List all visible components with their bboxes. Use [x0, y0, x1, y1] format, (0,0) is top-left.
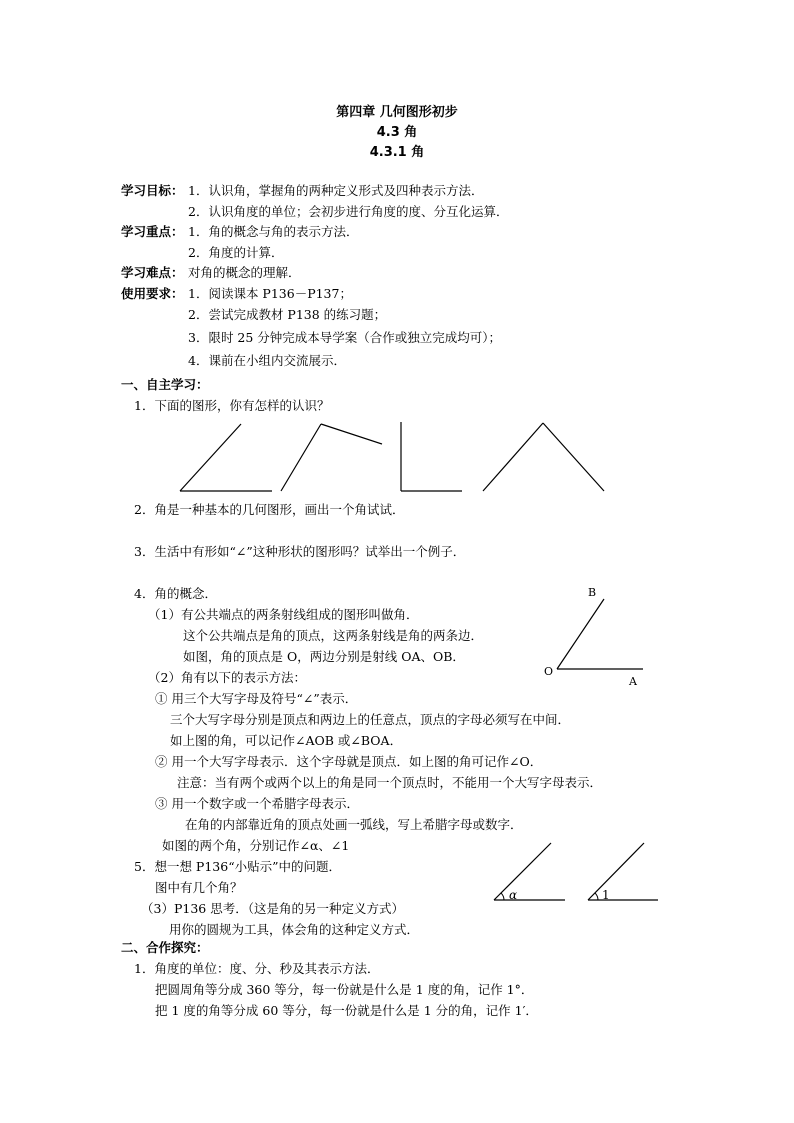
method-3b: 如图的两个角，分别记作∠α、∠1	[162, 838, 350, 853]
alpha-ray-b	[494, 843, 551, 900]
ray-ob	[557, 599, 604, 669]
part1-q5-3a: 用你的圆规为工具，体会角的这种定义方式．	[169, 922, 420, 937]
method-1a: 三个大写字母分别是顶点和两边上的任意点，顶点的字母必须写在中间．	[170, 712, 571, 727]
requirements-item-2: 2．尝试完成教材 P138 的练习题；	[188, 307, 387, 322]
method-1b: 如上图的角，可以记作∠AOB 或∠BOA．	[170, 733, 403, 748]
requirements-item-4: 4．课前在小组内交流展示．	[188, 353, 346, 368]
part1-q5a: 图中有几个角？	[155, 880, 243, 895]
label-b: B	[588, 586, 597, 599]
shapes-figure	[0, 416, 794, 506]
method-2a: 注意：当有两个或两个以上的角是同一个顶点时，不能用一个大写字母表示．	[177, 775, 603, 790]
shape-2-ray-b	[321, 424, 382, 444]
part2-q1: 1．角度的单位：度、分、秒及其表示方法．	[134, 961, 380, 976]
goals-item-2: 2．认识角度的单位；会初步进行角度的度、分互化运算．	[188, 204, 509, 219]
part2-q1a: 把圆周角等分成 360 等分，每一份就是什么是 1 度的角，记作 1°．	[155, 982, 534, 997]
label-one: 1	[602, 888, 610, 902]
method-3a: 在角的内部靠近角的顶点处画一弧线，写上希腊字母或数字．	[185, 817, 523, 832]
difficulty-text: 对角的概念的理解．	[188, 265, 301, 280]
keypoints-item-1: 1．角的概念与角的表示方法．	[188, 224, 359, 239]
part2-heading: 二、合作探究：	[121, 940, 209, 955]
part1-q5: 5．想一想 P136“小贴示”中的问题．	[134, 859, 341, 874]
method-2: ② 用一个大写字母表示．这个字母就是顶点．如上图的角可记作∠O．	[155, 754, 543, 769]
keypoints-label: 学习重点：	[121, 224, 184, 239]
label-a: A	[629, 675, 637, 688]
part1-heading: 一、自主学习：	[121, 377, 209, 392]
keypoints-item-2: 2．角度的计算．	[188, 245, 284, 260]
part1-q3: 3．生活中有形如“∠”这种形状的图形吗？试举出一个例子．	[134, 544, 466, 559]
requirements-item-1: 1．阅读课本 P136－P137；	[188, 286, 352, 301]
method-3: ③ 用一个数字或一个希腊字母表示．	[155, 796, 359, 811]
shape-1-ray-b	[180, 424, 241, 491]
section-title: 4.3 角	[376, 125, 418, 140]
angle-aob-figure	[540, 585, 660, 688]
angle-alpha-figure	[490, 840, 570, 905]
part1-q1: 1．下面的图形，你有怎样的认识？	[134, 398, 330, 413]
part1-q4-1b: 如图，角的顶点是 O，两边分别是射线 OA、OB．	[183, 649, 465, 664]
requirements-item-3: 3．限时 25 分钟完成本导学案（合作或独立完成均可）；	[188, 330, 502, 345]
subsection-title: 4.3.1 角	[369, 145, 425, 160]
difficulty-label: 学习难点：	[121, 265, 184, 280]
part1-q4-1: （1）有公共端点的两条射线组成的图形叫做角．	[148, 607, 419, 622]
label-o: O	[544, 665, 554, 678]
label-alpha: α	[509, 888, 518, 902]
part1-q4-2: （2）角有以下的表示方法：	[148, 670, 306, 685]
shape-2-ray-a	[281, 424, 321, 491]
one-arc	[595, 893, 598, 900]
requirements-label: 使用要求：	[121, 286, 184, 301]
method-1: ① 用三个大写字母及符号“∠”表示．	[155, 691, 358, 706]
goals-label: 学习目标：	[121, 183, 184, 198]
one-ray-b	[588, 843, 644, 900]
chapter-title: 第四章 几何图形初步	[336, 105, 458, 120]
part2-q1b: 把 1 度的角等分成 60 等分，每一份就是什么是 1 分的角，记作 1′．	[155, 1003, 538, 1018]
shape-4-ray-b	[543, 423, 604, 491]
shape-4-ray-a	[483, 423, 543, 491]
alpha-arc	[501, 893, 504, 900]
angle-one-figure	[585, 840, 665, 905]
part1-q4-1a: 这个公共端点是角的顶点，这两条射线是角的两条边．	[183, 628, 484, 643]
part1-q4: 4．角的概念．	[134, 586, 217, 601]
goals-item-1: 1．认识角，掌握角的两种定义形式及四种表示方法．	[188, 183, 484, 198]
part1-q2: 2．角是一种基本的几何图形，画出一个角试试．	[134, 502, 405, 517]
part1-q5-3: （3）P136 思考．（这是角的另一种定义方式）	[141, 901, 404, 916]
